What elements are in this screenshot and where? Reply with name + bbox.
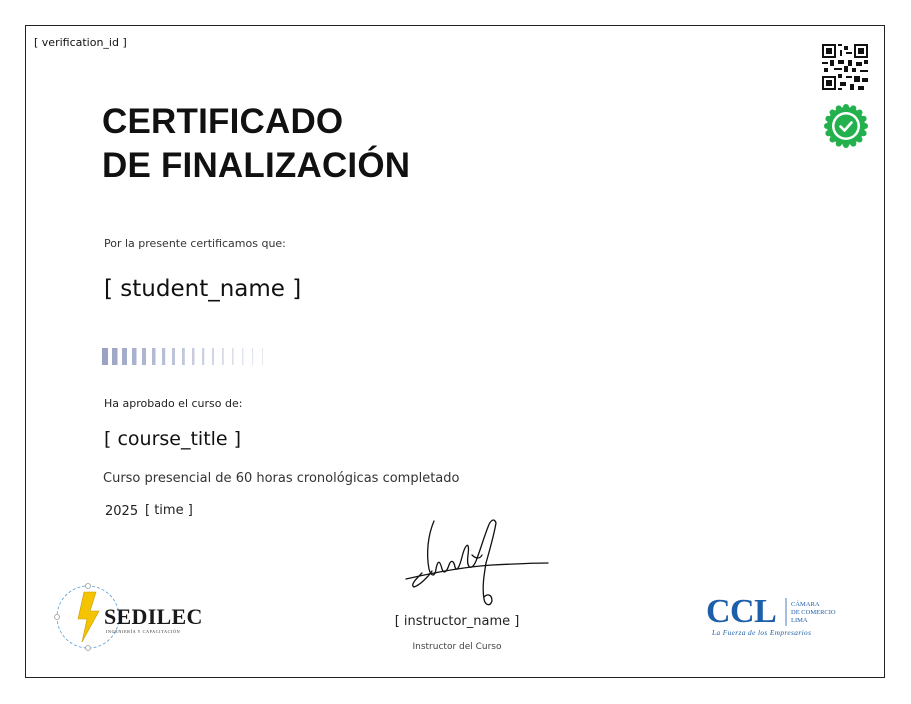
ccl-logo [706,590,856,640]
decorative-bars [102,348,272,365]
title-line-1: CERTIFICADO [102,102,344,141]
sedilec-logo [52,581,217,651]
instructor-role: Instructor del Curso [412,642,502,652]
title-line-2: DE FINALIZACIÓN [102,146,411,185]
approved-text: Ha aprobado el curso de: [104,397,243,410]
signature-image [402,515,552,611]
instructor-name: [ instructor_name ] [394,614,520,629]
intro-text: Por la presente certificamos que: [104,237,286,250]
verified-badge-icon [824,104,868,148]
year: 2025 [105,504,139,519]
verification-id: [ verification_id ] [34,36,127,49]
svg-text:INGENIERÍA Y CAPACITACIÓN: INGENIERÍA Y CAPACITACIÓN [106,629,181,634]
certificate-title [102,100,410,188]
svg-text:CÁMARA: CÁMARA [791,601,820,608]
svg-text:SEDILEC: SEDILEC [104,604,203,629]
svg-text:La Fuerza de los Empresarios: La Fuerza de los Empresarios [712,628,812,637]
course-title: [ course_title ] [104,428,242,450]
svg-text:LIMA: LIMA [791,617,808,624]
time: [ time ] [145,503,193,518]
completion-description: Curso presencial de 60 horas cronológicas completado [103,471,460,486]
qr-code-icon [822,44,868,90]
svg-text:CCL: CCL [706,593,777,630]
svg-text:DE COMERCIO: DE COMERCIO [791,609,836,616]
student-name: [ student_name ] [104,276,302,302]
